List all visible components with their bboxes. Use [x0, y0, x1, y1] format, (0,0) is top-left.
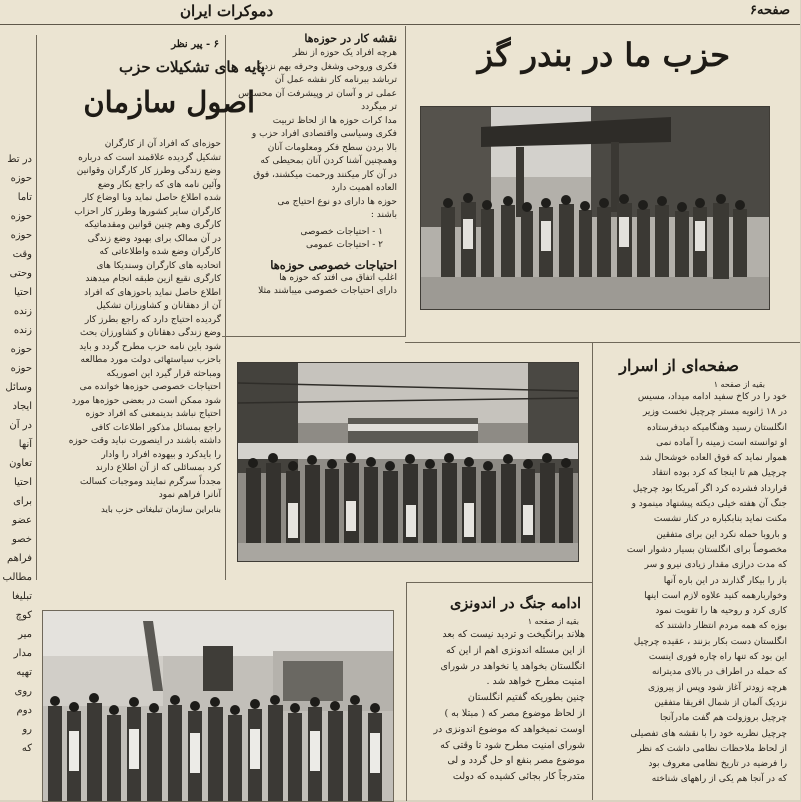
text-line: گردیده احتیاج دارد که راجع بطرز کار [84, 314, 221, 325]
gathering-photo-image [238, 363, 578, 561]
text-line: اتحادیه های کارگران وسندیکا های [96, 260, 221, 271]
text-line: انگلستان رسید وهنگامیکه دیدفرستاده [646, 422, 787, 433]
text-line: که مدت درازی مقدار زیادی نیرو و سر [644, 560, 787, 571]
text-line: چنین بطوریکه گفتیم انگلستان [467, 692, 585, 704]
text-line: امنیت مطرح خواهد شد . [486, 676, 585, 688]
text-line: وهمچنین آشنا کردن آنان بمحیطی که [260, 156, 397, 166]
text-line: برای [13, 496, 32, 507]
text-line: آنها [18, 439, 32, 450]
text-line: انگلستان دست بکار بزنند ، عقیده چرچیل [633, 636, 787, 647]
text-line: دوم [16, 705, 32, 716]
page-header [0, 0, 800, 25]
gathering-photo [237, 362, 579, 562]
text-line: را بایدکرد و بیهوده افراد را وادار [101, 449, 221, 460]
edge-column-text [0, 150, 34, 758]
text-line: احتیاج نباشد بدینمعنی که افراد حوزه [85, 409, 221, 419]
text-line: شده اطلاع حاصل نماید وبا اوضاع کار [82, 193, 221, 203]
article-title: اصول سازمان [83, 85, 255, 119]
street-photo-image [43, 611, 393, 801]
text-line: ۲ - احتیاجات عمومی [305, 240, 383, 250]
text-line: در آن ممالک برای بهبود وضع زندگی [87, 233, 221, 244]
text-line: مدا کرات حوزه ها از لحاظ تربیت [272, 115, 397, 126]
text-line: باحزب سیاستهائی دولت مورد مطالعه [80, 355, 221, 365]
indonesia-continuation: بقیه از صفحه ۱ [527, 617, 579, 626]
text-line: کارگران سایر کشورها وطرز کار احزاب [74, 206, 221, 217]
text-line: در ۱۸ ژانویه مستر چرچیل نخست وزیر [642, 407, 787, 418]
text-line: در آن کار میکنند ورحمت میکشند، فوق [253, 169, 397, 180]
text-line: متدرجاً کار بجائی کشیده که دولت [452, 771, 585, 783]
text-line: وضع زندگی وطرز کار کارگران وقوانین [76, 166, 221, 176]
text-line: خود را در کاخ سفید ادامه میداد، مسیس [637, 392, 787, 402]
text-line: که در آنجا هم یکی از راههای شناخته [651, 774, 787, 785]
edge-column [0, 150, 34, 800]
text-line: وخواربارهمه کنید علاوه لازم است اینها [644, 590, 787, 601]
text-line: فکری وروحی وشغل وحرفه بهم نزدیک [253, 61, 397, 72]
text-line: حوزه [10, 211, 32, 222]
text-line: هلاند برانگیخت و تردید نیست که بعد [442, 629, 585, 640]
text-line: داشته باشند در اینصورت نباید وقت حوزه [68, 436, 221, 446]
text-line: فکری وسیاسی واقتصادی افراد حزب و [251, 129, 397, 139]
text-line: تشکیل گردیده علاقمند است که درباره [78, 152, 221, 163]
indonesia-body [407, 627, 593, 785]
text-line: وضع زندگی دهقانان و کشاورزان بحث [79, 328, 221, 338]
text-line: آنانرا فراهم نمود [158, 490, 221, 500]
text-line: راجع بمسائل مذکور اطلاعات کافی [91, 422, 221, 433]
section-body [222, 47, 405, 223]
text-line: قرارداد فشرده کرد اگر آمریکا بود چرچیل [632, 483, 787, 494]
text-line: خصو [11, 534, 32, 545]
secrets-body [593, 390, 801, 788]
text-line: حوزه [10, 363, 32, 374]
text-line: العاده اهمیت دارد [331, 183, 397, 193]
middle-article [222, 26, 406, 337]
text-line: میر [18, 629, 32, 640]
secrets-article [592, 342, 801, 800]
text-line: ایجاد [12, 401, 32, 412]
text-line: نزدیک آلمان از شمال افریقا متفقین [654, 697, 787, 708]
text-line: وقت [12, 249, 32, 260]
text-line: اوست نمیخواهد که موضوع اندونزی در [433, 723, 585, 735]
indonesia-article [406, 582, 593, 801]
text-line: زنده [13, 325, 32, 336]
newspaper-name: دموکرات ایران [180, 2, 274, 20]
text-line: باشند : [370, 210, 397, 220]
text-line: باز را بیکار گذارند در این باره آنها [663, 575, 787, 586]
text-line: که [21, 743, 32, 754]
text-line: این بود که تنها راه چاره فوری اینست [648, 652, 787, 663]
text-line: حوزه‌ای که افراد آن از کارگران [104, 139, 221, 149]
text-line: جنگ آن هفته خیلی دیکته پیشنهاد مینمود و [631, 499, 787, 510]
text-line: احتیا [13, 477, 32, 488]
text-line: چرچیل هم تا اینجا که کرد بوده انتقاد [651, 468, 787, 479]
text-line: مجدداً سرگرم نمایند وموجبات کسالت [80, 476, 221, 487]
text-line: روی [14, 686, 32, 697]
text-line: هموار نماید که فوق العاده خوشحال شد [639, 453, 787, 464]
text-line: تعاون [9, 458, 32, 469]
text-line: اغلب اتفاق می افتد که حوزه ها [279, 272, 397, 283]
text-line: بوزه که همه مردم انتظار داشتند که [654, 621, 787, 632]
secrets-title: صفحه‌ای از اسرار [619, 356, 739, 375]
text-line: هرچه افراد یک حوزه از نظر [292, 48, 397, 58]
article-body [37, 138, 225, 503]
text-line: کارگری وهم چنین قوانین ومقدماتیکه [84, 220, 221, 230]
text-line: حوزه [10, 230, 32, 241]
text-line: دارای احتیاجات خصوصی میباشند مثلا [258, 286, 397, 296]
text-line: مطالب [2, 572, 32, 583]
text-line: در تط [7, 154, 32, 165]
text-line: آن از دهقانان و کشاورزان تشکیل [96, 301, 221, 311]
text-line: و باروبا حمله نکرد این برای متفقین [656, 529, 787, 540]
text-line: احتیا [13, 287, 32, 298]
text-line: تاما [17, 192, 32, 203]
text-line: از این مسئله اندونزی اهم از این که [445, 644, 585, 656]
text-line: او توانسته است زمینه را آماده نمی [656, 437, 787, 448]
needs-list [222, 226, 405, 253]
article-kicker: پایه های تشکیلات حزب [119, 58, 265, 76]
bandar-gaz-photo [420, 106, 770, 310]
text-line: ترباشد ببرنامه کار نقشه عمل آن [274, 75, 397, 85]
text-line: که حمله در اطراف در بالای مدیترانه [652, 667, 787, 678]
text-line: در آن [9, 420, 32, 431]
text-line: کارگران وضع شده واطلاعاتی که [99, 247, 221, 257]
text-line: تهیه [16, 667, 32, 678]
text-line: مکنت نماید بنابکباره در کنار نشست [653, 514, 787, 525]
text-line: فراهم [6, 553, 32, 564]
text-line: کارگری نقیع ازین طبقه انجام میدهند [85, 274, 221, 284]
text-line: احتیاجات خصوصی حوزه‌ها خوانده می [79, 382, 221, 392]
text-line: هرچه زودتر آغاز شود وپس از پیروزی [647, 682, 787, 693]
text-line: کوچ [15, 610, 32, 621]
text-line: حوزه ها دارای دو نوع احتیاج می [277, 196, 397, 207]
text-line: از لحاظ موضوع مصر که ( مبتلا به ) [444, 707, 585, 719]
text-line: ومباحثه قرار گیرد این اصوریکه [106, 368, 221, 379]
subsection-body [222, 272, 405, 299]
subheading: احتیاجات خصوصی حوزه‌ها [270, 257, 397, 272]
text-line: از لحاظ ملاحظات نظامی داشت که نظر [637, 743, 787, 754]
text-line: رو [22, 724, 32, 735]
text-line: کاری کرد و روحیه ها را تقویت نمود [655, 606, 787, 617]
left-article [36, 35, 265, 580]
street-photo [42, 610, 394, 802]
text-line: را فرضیه در تاریخ نظامی معروف بود [648, 759, 787, 770]
text-line: عملی تر و آسان تر وپیشرفت آن محسوس [238, 88, 397, 99]
section-title: نقشه کار در حوزه‌ها [304, 32, 397, 45]
indonesia-title: ادامه جنگ در اندونزی [449, 595, 581, 612]
text-line: چرچیل نظریه خود را با نقشه های تفصیلی [630, 728, 787, 739]
bandar-gaz-title: حزب ما در بندر گز [477, 36, 730, 74]
text-line: وآئین نامه های که راجع بکار وضع [97, 179, 221, 190]
text-line: چرچیل بروزولت هم گفت مادرآنجا [659, 713, 787, 724]
article-signature: بنابراین سازمان تبلیغاتی حزب باید [101, 504, 221, 515]
text-line: شورای امنیت مطرح شود تا وقتی که [440, 739, 585, 751]
article-series: ۶ - پیر نظر [171, 39, 219, 50]
text-line: موضوع مصر بنفع او حل گردد و لی [447, 755, 585, 767]
text-line: شود ممکن است در بعضی حوزه‌ها مورد [71, 395, 221, 406]
text-line: تبلیغا [12, 591, 32, 602]
text-line: اطلاع حاصل نماید باحوزهای که افراد [84, 287, 221, 298]
secrets-continuation: بقیه از صفحه ۱ [713, 380, 765, 389]
text-line: زنده [13, 306, 32, 317]
text-line: کرد بمسائلی که از آن اطلاع دارند [95, 463, 221, 473]
text-line: مدار [13, 648, 32, 659]
text-line: انگلستان بخواهد یا نخواهد در شورای [440, 660, 585, 672]
text-line: وسائل [5, 382, 32, 393]
text-line: بالا بردن سطح فکر ومعلومات آنان [267, 142, 397, 153]
text-line: تر میگردد [361, 102, 397, 112]
bandar-gaz-photo-image [421, 107, 769, 309]
text-line: مخصوصاً برای انگلستان بسیار دشوار است [626, 544, 787, 555]
text-line: ۱ - احتیاجات خصوصی [300, 226, 383, 237]
text-line: وحتی [9, 268, 32, 279]
text-line: شود باین نامه حزب مطرح گردد و باید [79, 341, 221, 352]
text-line: عضو [12, 515, 32, 526]
text-line: حوزه [10, 173, 32, 184]
page-number: صفحه۶ [750, 3, 790, 18]
text-line: حوزه [10, 344, 32, 355]
